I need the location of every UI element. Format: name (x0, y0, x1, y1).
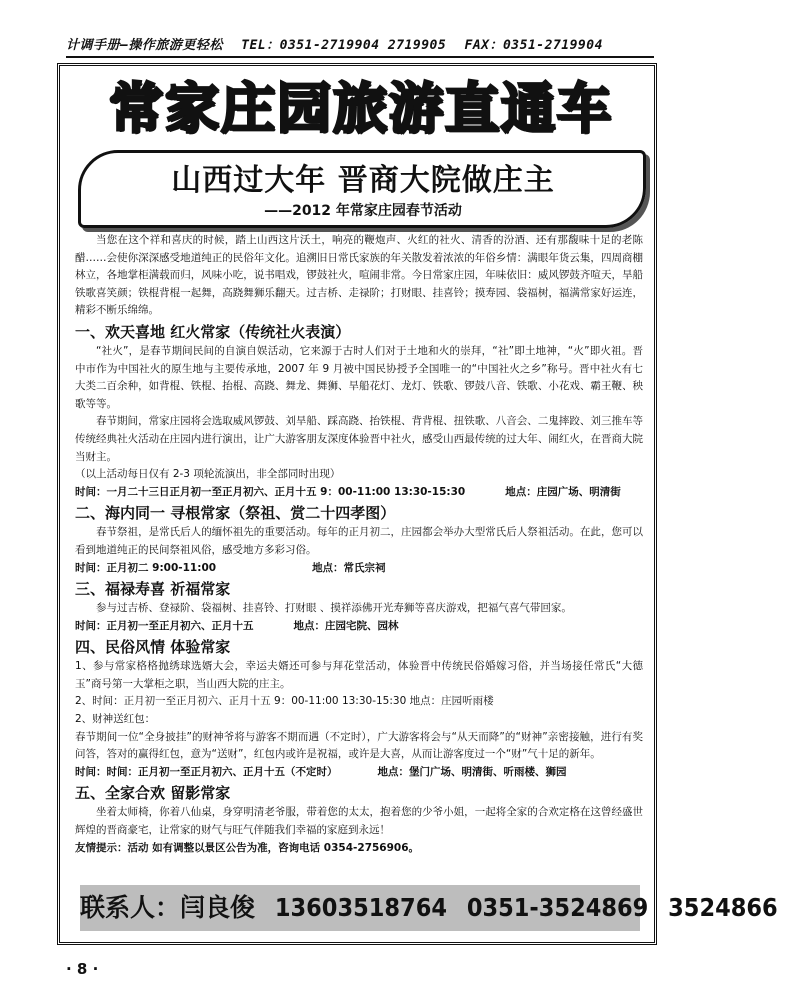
intro-paragraph: 当您在这个祥和喜庆的时候，踏上山西这片沃土，响亮的鞭炮声、火红的社火、清香的汾酒、还有那馥味十足的老陈醋……会使你深深感受地道纯正的民俗年文化。追溯旧日常氏家族的年关散发着浓浓的年俗乡情：满眼年货云集，四周商棚林立，各地掌柜满载而归，风味小吃，说书唱戏，锣鼓社火，喧闹非常。今日常家庄园，年味依旧：威风锣鼓齐喧天，旱船铁歌喜笑颜；铁棍背棍一起舞，高跷舞狮乐翻天。过吉桥、走禄阶；打财眼、挂喜铃；摸寿园、袋福树，福满常家好运连，精彩不断乐绵绵。 (75, 234, 643, 317)
main-title: 山西过大年 晋商大院做庄主 (171, 163, 555, 198)
location-text: 地点：常氏宗祠 (312, 561, 386, 574)
time-text: 时间：正月初一至正月初六、正月十五 (75, 619, 254, 632)
section-title: 一、欢天喜地 红火常家（传统社火表演） (75, 322, 351, 341)
header-tel: TEL：0351-2719904 2719905 (241, 38, 447, 53)
section-1 (75, 321, 643, 501)
section-time (75, 618, 643, 636)
section-3 (75, 578, 643, 635)
header-slogan: 计调手册—操作旅游更轻松 (66, 38, 223, 53)
section-time (75, 764, 643, 782)
contact-phone-1[interactable]: 0351-3524869 (466, 893, 649, 922)
section-title: 五、全家合欢 留影常家 (75, 784, 231, 803)
section-note: 春节期间一位“全身披挂”的财神爷将与游客不期而遇（不定时），广大游客将会与“从天而降”的“财神”亲密接触，进行有奖问答，答对的赢得红包，意为“送财”，红包内或许是祝福，或许是大喜，从而让游客度过一个“财”气十足的新年。 (75, 730, 643, 761)
contact-phone-2[interactable]: 3524866 (668, 893, 778, 922)
page-number: · 8 · (66, 960, 99, 978)
banner-title: 常家庄园旅游直通车 (109, 77, 613, 140)
section-note: 2、财神送红包： (75, 713, 156, 726)
section-time (75, 560, 643, 578)
section-paragraph: 春节祭祖，是常氏后人的缅怀祖先的重要活动。每年的正月初二，庄园都会举办大型常氏后人祭祖活动。在此，您可以看到地道纯正的民间祭祖风俗，感受地方多彩习俗。 (75, 526, 643, 556)
sub-title: ——2012 年常家庄园春节活动 (264, 203, 462, 219)
section-4 (75, 636, 643, 781)
section-time (75, 484, 643, 502)
section-paragraph: 坐着太师椅，你着八仙桌，身穿明清老爷服，带着您的太太，抱着您的少爷小姐，一起将全家的合欢定格在这曾经盛世辉煌的晋商豪宅，让常家的财气与旺气伴随我们幸福的家庭到永远！ (75, 806, 643, 837)
header-line (66, 34, 654, 58)
friendly-tip: 友情提示：活动 如有调整以景区公告为准，咨询电话 0354-2756906。 (75, 841, 420, 854)
section-2 (75, 502, 643, 577)
section-note: 2、时间：正月初一至正月初六、正月十五 9：00-11:00 13:30-15:30 地点：庄园听雨楼 (75, 695, 494, 708)
time-text: 时间：时间：正月初一至正月初六、正月十五（不定时） (75, 765, 338, 778)
section-5 (75, 782, 643, 839)
time-text: 时间：正月初二 9:00-11:00 (75, 561, 217, 574)
contact-mobile[interactable]: 13603518764 (274, 893, 447, 922)
section-paragraph: 参与过吉桥、登禄阶、袋福树、挂喜铃、打财眼 、摸祥添佛开光寿狮等喜庆游戏，把福气喜气带回家。 (96, 602, 572, 615)
contact-bar (80, 885, 778, 931)
header-fax: FAX：0351-2719904 (464, 38, 603, 53)
section-title: 三、福禄寿喜 祈福常家 (75, 580, 231, 599)
content-body (75, 232, 643, 857)
location-text: 地点：庄园宅院、园林 (293, 619, 399, 632)
section-paragraph: 春节期间，常家庄园将会选取威风锣鼓、刘旱船、踩高跷、抬铁棍、背背棍、扭铁歌、八音会、二鬼摔跤、刘三推车等传统经典社火活动在庄园内进行演出，让广大游客朋友深度体验晋中社火，感受山西最传统的过大年、闹红火，在晋商大院当财主。 (75, 415, 643, 463)
location-text: 地点：庄园广场、明清街 (505, 485, 621, 498)
section-title: 二、海内同一 寻根常家（祭祖、赏二十四孝图） (75, 504, 396, 523)
contact-name: 联系人：闫良俊 (80, 893, 256, 922)
section-paragraph: “社火”，是春节期间民间的自演自娱活动，它来源于古时人们对于土地和火的崇拜，“社”即土地神，“火”即火祖。晋中市作为中国社火的原生地与主要传承地，2007 年 9 月被中国民协授予全国唯一的“中国社火之乡”称号。晋中社火有七大类二百余种，如背棍、铁棍、抬棍、高跷、舞龙、舞狮、旱船花灯、龙灯、铁歌、锣鼓八音、铁歌、小花戏、霸王鞭、秧歌等等。 (75, 344, 643, 410)
section-note: （以上活动每日仅有 2-3 项轮流演出，非全部同时出现） (75, 468, 341, 481)
section-note: 1、参与常家格格抛绣球选婿大会，幸运夫婿还可参与拜花堂活动，体验晋中传统民俗婚嫁习俗，并当场接任常氏“大德玉”商号第一大掌柜之职，当山西大院的庄主。 (75, 660, 643, 690)
time-text: 时间：一月二十三日正月初一至正月初六、正月十五 9：00-11:00 13:30-15:30 (75, 485, 466, 498)
location-text: 地点：堡门广场、明清街、听雨楼、狮园 (377, 765, 567, 778)
section-title: 四、民俗风情 体验常家 (75, 638, 231, 657)
